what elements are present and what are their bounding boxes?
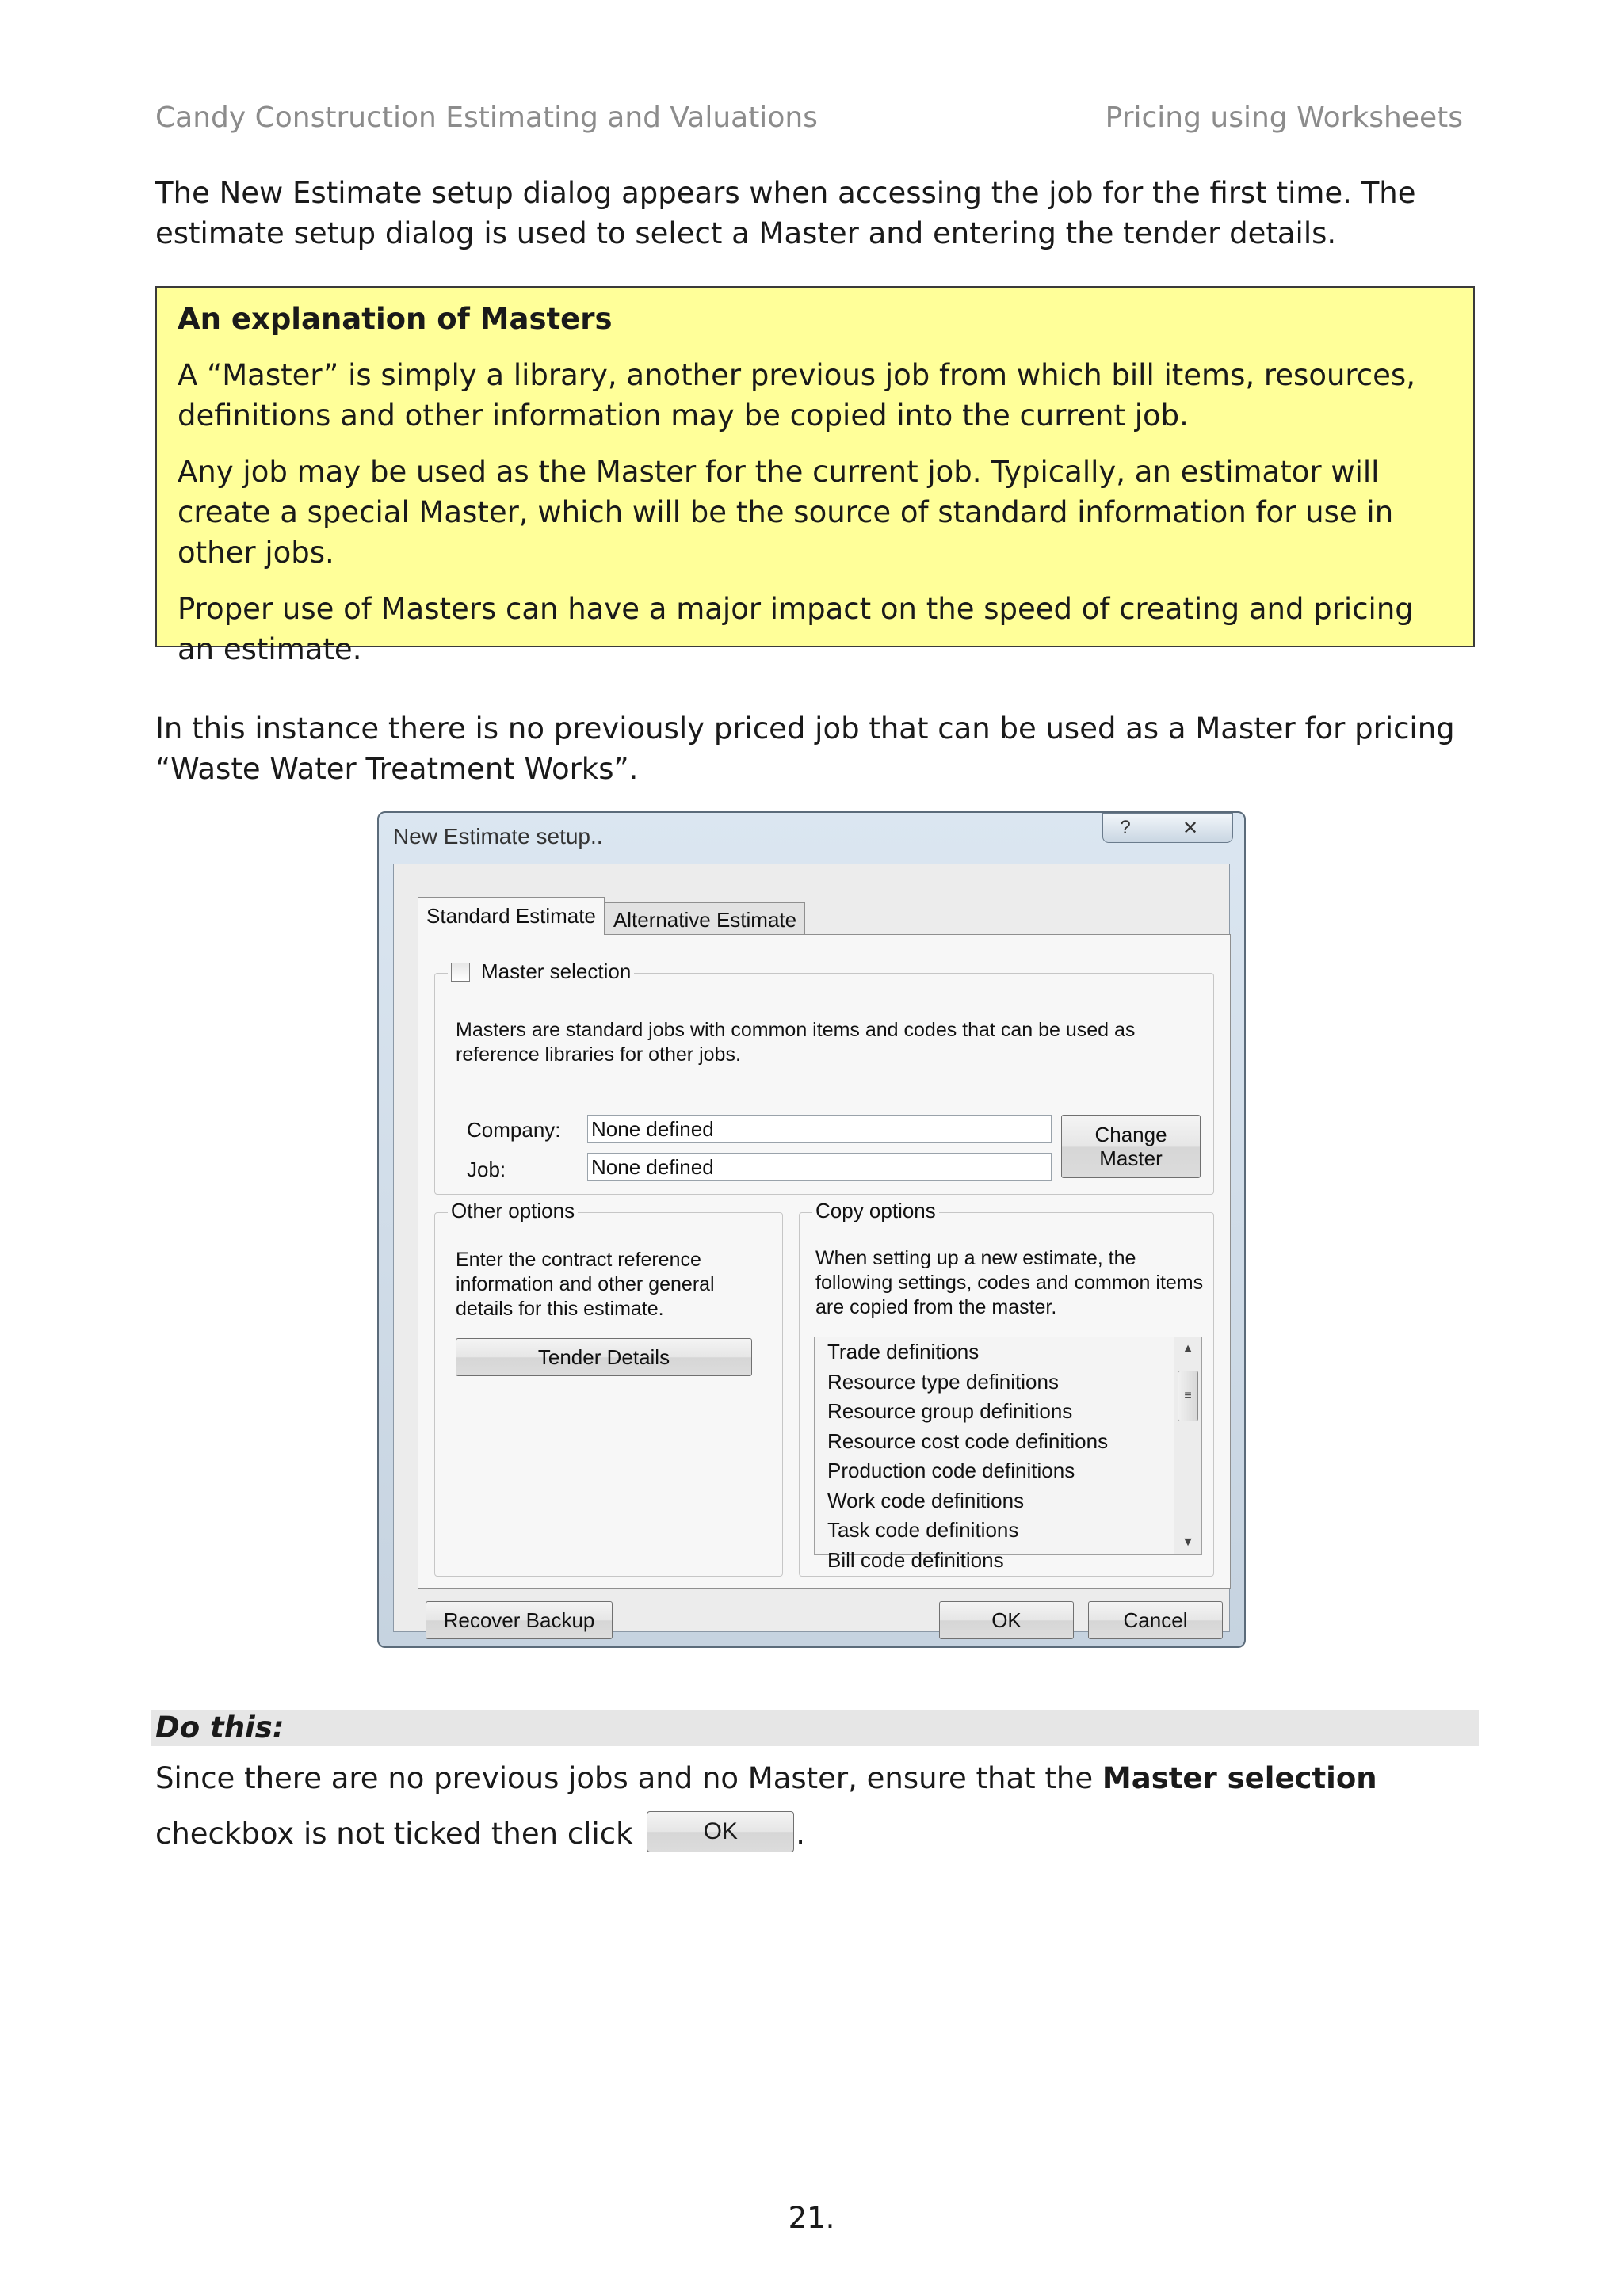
master-selection-group — [434, 959, 1214, 1195]
new-estimate-dialog — [377, 811, 1246, 1648]
help-button[interactable] — [1102, 813, 1148, 843]
help-icon: ? — [1120, 817, 1131, 838]
instruction-text: Since there are no previous jobs and no Master, ensure that the — [155, 1761, 1102, 1795]
do-this-bar — [151, 1710, 1479, 1746]
company-label: Company: — [467, 1118, 561, 1142]
recover-backup-button[interactable]: Recover Backup — [426, 1601, 613, 1639]
tab-alternative-estimate[interactable]: Alternative Estimate — [605, 902, 805, 934]
title-bar-buttons — [1102, 813, 1233, 843]
close-icon: ✕ — [1182, 817, 1199, 839]
list-item[interactable]: Task code definitions — [827, 1518, 1019, 1542]
master-description: Masters are standard jobs with common items and codes that can be used as reference libraries for other jobs. — [456, 1019, 1136, 1066]
scroll-up-icon[interactable]: ▲ — [1182, 1342, 1194, 1356]
master-selection-checkbox[interactable] — [451, 963, 470, 982]
list-item[interactable]: Bill code definitions — [827, 1547, 1004, 1572]
copy-options-list[interactable] — [814, 1337, 1202, 1572]
job-label: Job: — [467, 1158, 506, 1181]
tab-panel — [418, 934, 1231, 1589]
copy-options-description: When setting up a new estimate, the following settings, codes and common items are copied from the master. — [815, 1247, 1204, 1318]
master-selection-label: Master selection — [481, 959, 632, 983]
header-right: Pricing using Worksheets — [1105, 101, 1463, 134]
other-options-label: Other options — [448, 1199, 578, 1223]
do-this-instructions — [155, 1751, 1487, 1862]
copy-options-label: Copy options — [812, 1199, 939, 1223]
ok-button[interactable]: OK — [939, 1601, 1074, 1639]
instruction-bold: Master selection — [1102, 1761, 1377, 1795]
list-item[interactable]: Resource cost code definitions — [827, 1428, 1109, 1453]
intro-paragraph: The New Estimate setup dialog appears when accessing the job for the first time. The estimate setup dialog is used to select a Master and entering the tender details. — [155, 176, 1416, 250]
header-left: Candy Construction Estimating and Valuations — [155, 101, 818, 134]
other-options-description: Enter the contract reference information and other general details for this estimate. — [456, 1249, 715, 1320]
instance-paragraph: In this instance there is no previously priced job that can be used as a Master for pricing “Waste Water Treatment Works”. — [155, 711, 1455, 786]
note-paragraph: Any job may be used as the Master for the current job. Typically, an estimator will create a special Master, which will be the source of standard information for use in other jobs. — [178, 455, 1394, 570]
job-field[interactable]: None defined — [587, 1153, 1052, 1181]
tender-details-button[interactable]: Tender Details — [456, 1338, 752, 1376]
note-paragraph: Proper use of Masters can have a major impact on the speed of creating and pricing an estimate. — [178, 592, 1414, 666]
list-item[interactable]: Resource group definitions — [827, 1399, 1073, 1423]
copy-options-group — [799, 1199, 1214, 1577]
dialog-body — [393, 864, 1230, 1632]
list-item[interactable]: Work code definitions — [827, 1488, 1025, 1512]
note-paragraph: A “Master” is simply a library, another previous job from which bill items, resources, definitions and other information may be copied into the current job. — [178, 358, 1415, 433]
dialog-title: New Estimate setup.. — [393, 824, 603, 849]
company-field[interactable]: None defined — [587, 1115, 1052, 1143]
list-item[interactable]: Production code definitions — [827, 1459, 1075, 1482]
list-item[interactable]: Trade definitions — [827, 1340, 980, 1363]
instruction-end: . — [796, 1817, 806, 1851]
tab-strip — [418, 896, 805, 934]
instruction-text: checkbox is not ticked then click — [155, 1817, 643, 1851]
change-master-button[interactable]: Change Master — [1061, 1115, 1201, 1178]
cancel-button[interactable]: Cancel — [1088, 1601, 1223, 1639]
list-scrollbar[interactable] — [1174, 1337, 1201, 1554]
do-this-title: Do this: — [155, 1711, 285, 1745]
page-number: 21. — [788, 2201, 835, 2235]
masters-explanation-box — [155, 286, 1475, 666]
note-title: An explanation of Masters — [178, 302, 613, 336]
scroll-thumb[interactable]: ≡ — [1178, 1371, 1198, 1421]
close-button[interactable] — [1148, 813, 1233, 843]
inline-ok-button: OK — [647, 1811, 794, 1852]
scroll-down-icon[interactable]: ▼ — [1182, 1535, 1194, 1549]
list-item[interactable]: Resource type definitions — [827, 1369, 1059, 1394]
tab-standard-estimate[interactable]: Standard Estimate — [418, 897, 605, 935]
other-options-group — [434, 1199, 783, 1577]
